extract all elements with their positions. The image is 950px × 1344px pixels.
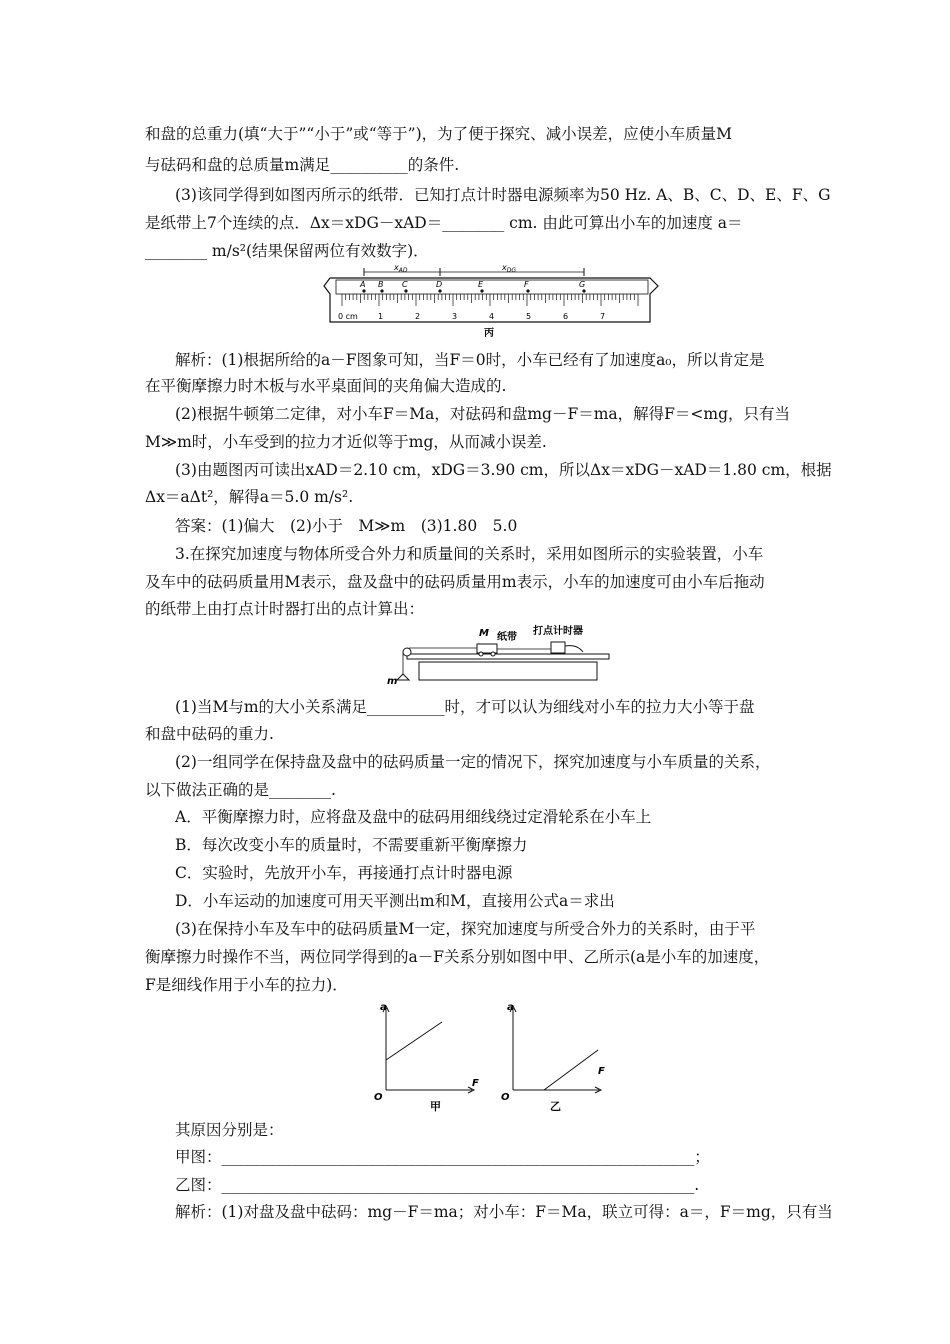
text-line: B．每次改变小车的质量时，不需要重新平衡摩擦力 [175, 836, 528, 854]
text-line: (2)一组同学在保持盘及盘中的砝码质量一定的情况下，探究加速度与小车质量的关系， [175, 753, 771, 771]
origin-label: O [501, 1092, 510, 1103]
tape-label: 纸带 [497, 632, 517, 643]
tick-label: 4 [489, 312, 495, 321]
text-line: Δx＝aΔt²，解得a＝5.0 m/s². [145, 488, 354, 506]
timer-label: 打点计时器 [533, 626, 583, 637]
text-line: (1)当M与m的大小关系满足__________时，才可以认为细线对小车的拉力大小等于盘 [175, 698, 755, 716]
point-label: F [524, 280, 529, 289]
text-line: 及车中的砝码质量用M表示，盘及盘中的砝码质量用m表示，小车的加速度可由小车后拖动 [145, 573, 765, 591]
text-line: C．实验时，先放开小车，再接通打点计时器电源 [175, 864, 513, 882]
text-line: D．小车运动的加速度可用天平测出m和M，直接用公式a＝求出 [175, 892, 615, 910]
xad-label: $x_{AD}$ [394, 264, 408, 274]
text-line: (3)由题图丙可读出xAD＝2.10 cm，xDG＝3.90 cm，所以Δx＝xDG－xAD＝1.80 cm，根据 [175, 461, 832, 479]
text-line: 3.在探究加速度与物体所受合外力和质量间的关系时，采用如图所示的实验装置，小车 [175, 545, 764, 563]
point-label: B [378, 280, 384, 289]
text-line: 解析：(1)根据所给的a－F图象可知，当F＝0时，小车已经有了加速度a₀，所以肯定是 [175, 351, 765, 369]
axis-f-label: F [598, 1066, 605, 1077]
point-label: A [360, 280, 366, 289]
tick-label: 7 [600, 312, 606, 321]
text-line: (2)根据牛顿第二定律，对小车F＝Ma，对砝码和盘mg－F＝ma，解得F＝<mg，只有当 [175, 405, 790, 423]
text-line: ________ m/s²(结果保留两位有效数字)． [145, 242, 429, 260]
axis-a-label: a [380, 1002, 387, 1013]
origin-label: O [374, 1092, 383, 1103]
text-line: F是细线作用于小车的拉力)． [145, 976, 348, 994]
text-line: (3)在保持小车及车中的砝码质量M一定，探究加速度与所受合外力的关系时，由于平 [175, 920, 756, 938]
tick-label: 6 [563, 312, 569, 321]
graph-caption-left: 甲 [430, 1100, 441, 1113]
text-line: 乙图：_____________________________________________________________. [175, 1176, 700, 1194]
xdg-label: $x_{DG}$ [502, 264, 517, 274]
point-label: D [436, 280, 443, 289]
text-line: 和盘的总重力(填“大于”“小于”或“等于”)，为了便于探究、减小误差，应使小车质量M [145, 125, 733, 143]
axis-a-label: a [507, 1002, 514, 1013]
text-line: 答案：(1)偏大 (2)小于 M≫m (3)1.80 5.0 [175, 517, 518, 535]
axis-f-label: F [472, 1078, 479, 1089]
text-line: 的纸带上由打点计时器打出的点计算出： [145, 600, 425, 618]
text-line: 解析：(1)对盘及盘中砝码：mg－F＝ma；对小车：F＝Ma，联立可得：a＝，F＝mg，只有当 [175, 1203, 833, 1221]
text-line: 是纸带上7个连续的点．Δx＝xDG－xAD＝________ cm. 由此可算出小车的加速度 a＝ [145, 214, 743, 232]
apparatus-figure [385, 622, 615, 690]
graph-caption-right: 乙 [550, 1100, 561, 1113]
tick-label: 1 [378, 312, 384, 321]
text-line: 和盘中砝码的重力. [145, 725, 274, 743]
ruler-figure [322, 264, 662, 346]
graphs-figure [368, 1002, 618, 1114]
tick-label: 0 cm [338, 312, 358, 321]
point-label: C [402, 280, 408, 289]
figure-caption: 丙 [484, 328, 494, 339]
text-line: (3)该同学得到如图丙所示的纸带．已知打点计时器电源频率为50 Hz. A、B、C、D、E、F、G [175, 186, 831, 204]
text-line: 其原因分别是： [175, 1121, 284, 1139]
text-line: A．平衡摩擦力时，应将盘及盘中的砝码用细线绕过定滑轮系在小车上 [175, 808, 652, 826]
tick-label: 3 [452, 312, 458, 321]
tick-label: 5 [526, 312, 532, 321]
text-line: 以下做法正确的是________. [145, 781, 336, 799]
text-line: M≫m时，小车受到的拉力才近似等于mg，从而减小误差. [145, 433, 547, 451]
text-line: 在平衡摩擦力时木板与水平桌面间的夹角偏大造成的. [145, 377, 507, 395]
text-line: 衡摩擦力时操作不当，两位同学得到的a－F关系分别如图中甲、乙所示(a是小车的加速度， [145, 948, 770, 966]
text-line: 与砝码和盘的总质量m满足__________的条件. [145, 156, 460, 174]
car-label: M [479, 628, 489, 639]
point-label: G [579, 280, 586, 289]
point-label: E [478, 280, 484, 289]
mass-label: m [387, 676, 398, 687]
tick-label: 2 [415, 312, 421, 321]
text-line: 甲图：_____________________________________________________________； [175, 1148, 710, 1166]
